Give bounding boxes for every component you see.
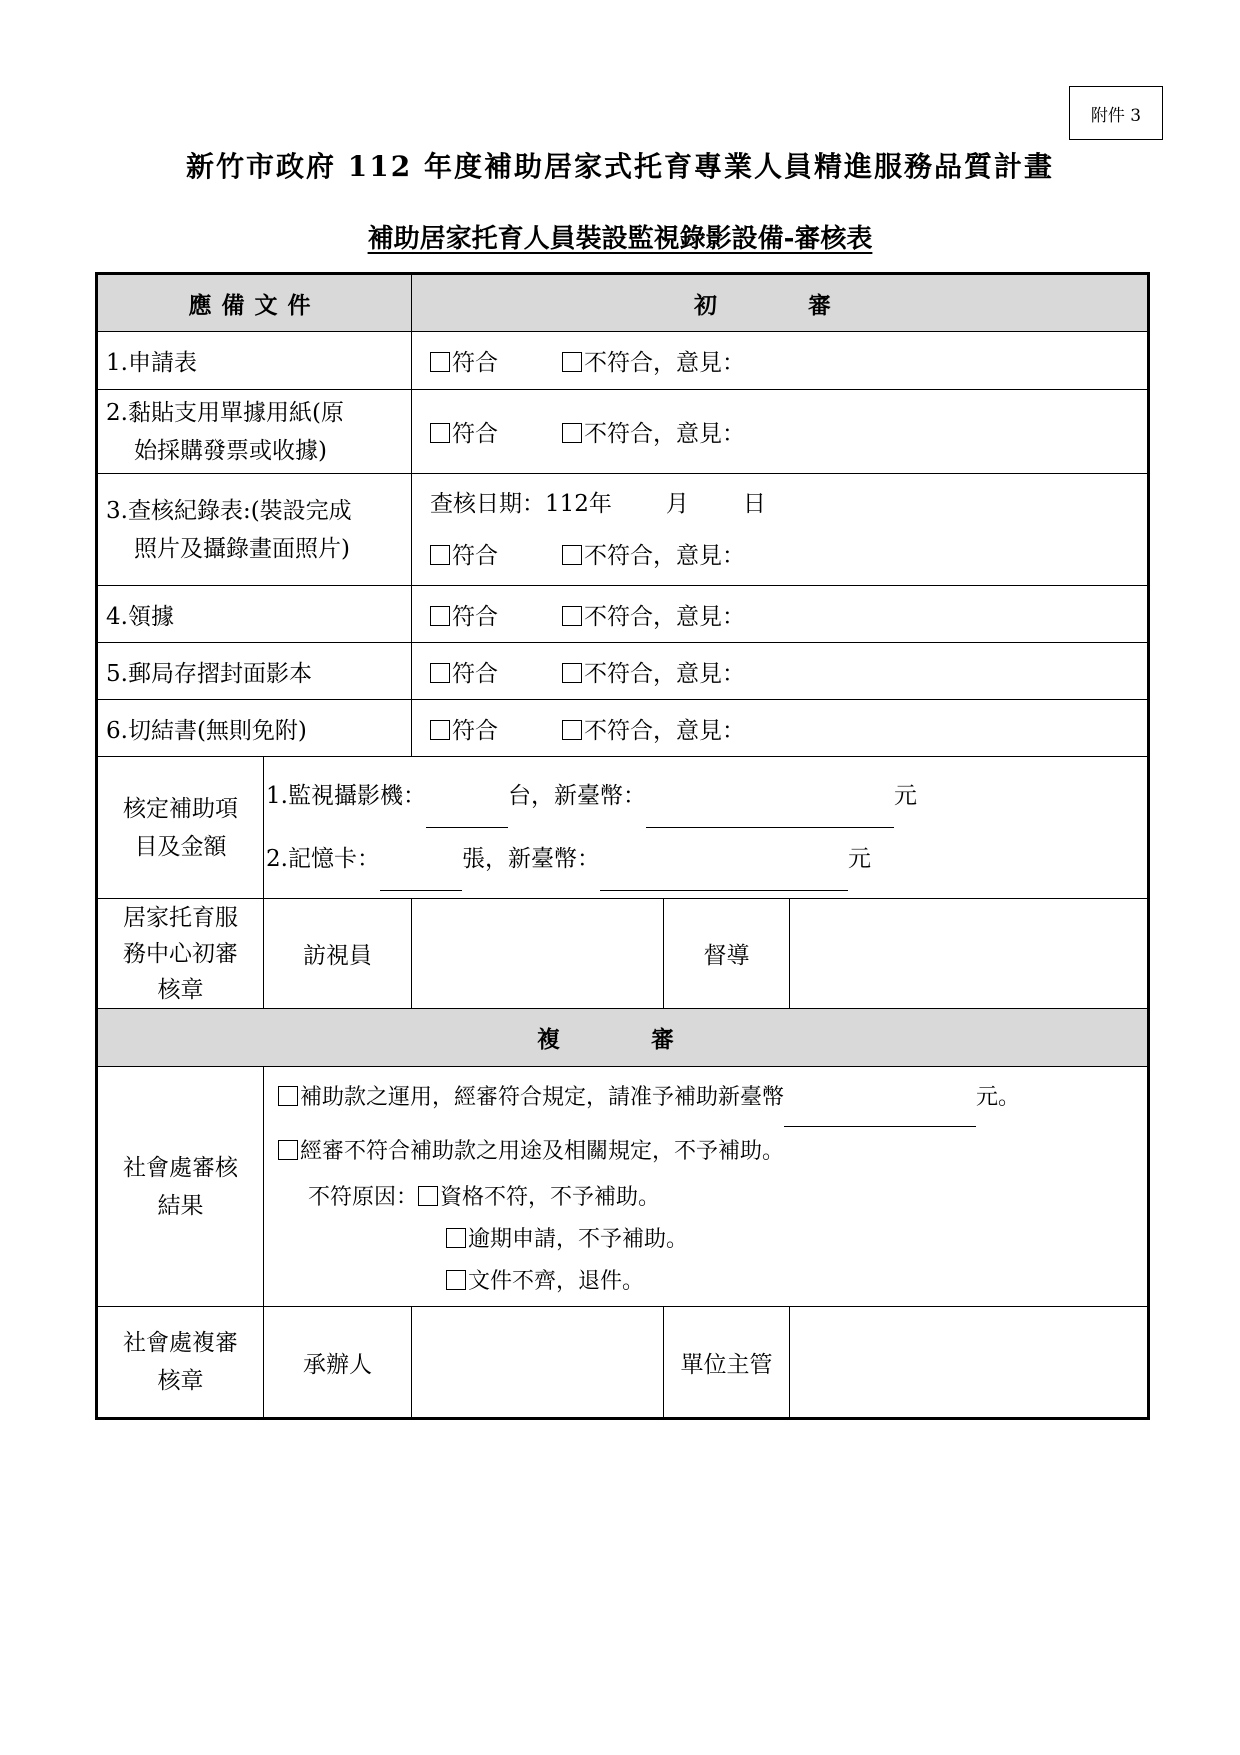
form-subtitle: 補助居家托育人員裝設監視錄影設備-審核表 <box>367 224 873 254</box>
camera-qty-field[interactable] <box>426 765 508 828</box>
label-line3: 核章 <box>157 976 204 1003</box>
approved-amount-label <box>97 757 264 899</box>
approve-option <box>278 1070 1147 1127</box>
review-header-row <box>97 1009 1149 1067</box>
reject-text: 經審不符合補助款之用途及相關規定，不予補助。 <box>300 1139 785 1164</box>
social-result-content <box>264 1067 1149 1307</box>
fail-checkbox[interactable] <box>562 352 582 372</box>
memory-amount-field[interactable] <box>600 828 848 891</box>
reason-checkbox[interactable] <box>446 1228 466 1248</box>
unit-head-stamp-area[interactable] <box>790 1307 1149 1419</box>
page-title: 新竹市政府 112 年度補助居家式托育專業人員精進服務品質計畫 <box>186 150 1054 183</box>
reason-text: 逾期申請，不予補助。 <box>468 1227 689 1252</box>
approve-text: 補助款之運用，經審符合規定，請准予補助新臺幣 <box>300 1085 785 1110</box>
camera-amount-field[interactable] <box>646 765 894 828</box>
social-result-label <box>97 1067 264 1307</box>
memory-qty-field[interactable] <box>380 828 462 891</box>
header-initial-review: 初 審 <box>412 274 1149 332</box>
fail-checkbox[interactable] <box>562 720 582 740</box>
supervisor-label: 督導 <box>664 899 790 1009</box>
reject-checkbox[interactable] <box>278 1140 298 1160</box>
approved-amount-items <box>264 757 1149 899</box>
camera-prefix: 1.監視攝影機： <box>266 782 426 809</box>
check-date-day: 日 <box>742 490 766 517</box>
social-stamp-row <box>97 1307 1149 1419</box>
check-date-prefix: 查核日期：112年 <box>430 490 612 517</box>
camera-suffix: 元 <box>893 782 917 809</box>
doc-label: 6.切結書(無則免附) <box>97 700 412 757</box>
label-line1: 社會處複審 <box>123 1330 238 1356</box>
label-line2: 務中心初審 <box>123 940 238 967</box>
reason-option-1 <box>278 1177 1147 1219</box>
doc-label: 1.申請表 <box>97 332 412 390</box>
check-date-line <box>430 478 1147 530</box>
reject-option <box>278 1127 1147 1177</box>
memory-suffix: 元 <box>847 845 871 872</box>
fail-checkbox[interactable] <box>562 545 582 565</box>
memory-prefix: 2.記憶卡： <box>266 845 380 872</box>
doc-label: 4.領據 <box>97 586 412 643</box>
approve-suffix: 元。 <box>976 1085 1021 1110</box>
fail-label: 不符合，意見： <box>584 660 745 687</box>
fail-checkbox[interactable] <box>562 663 582 683</box>
review-form-table <box>95 272 1150 1420</box>
reason-label: 不符原因： <box>308 1185 419 1210</box>
doc-label-line2: 照片及攝錄畫面照片) <box>134 535 350 562</box>
approve-amount-field[interactable] <box>784 1070 976 1127</box>
supervisor-stamp-area[interactable] <box>790 899 1149 1009</box>
label-line1: 社會處審核 <box>123 1154 238 1181</box>
attachment-label: 附件 3 <box>1069 86 1163 140</box>
label-line1: 核定補助項 <box>123 795 238 822</box>
doc-row-4 <box>97 586 1149 643</box>
approved-item-memory-card <box>266 828 1147 891</box>
doc-options <box>412 700 1149 757</box>
header-required-docs: 應備文件 <box>97 274 412 332</box>
visitor-label: 訪視員 <box>264 899 412 1009</box>
fail-label: 不符合，意見： <box>584 717 745 744</box>
header-secondary-review: 複 審 <box>97 1009 1149 1067</box>
reason-text: 資格不符，不予補助。 <box>440 1185 661 1210</box>
pass-label: 符合 <box>452 660 498 687</box>
reason-option-3 <box>278 1261 1147 1303</box>
doc-row-3 <box>97 474 1149 586</box>
center-stamp-row <box>97 899 1149 1009</box>
fail-checkbox[interactable] <box>562 423 582 443</box>
pass-label: 符合 <box>452 421 498 447</box>
approve-checkbox[interactable] <box>278 1086 298 1106</box>
fail-label: 不符合，意見： <box>584 542 745 569</box>
pass-label: 符合 <box>452 717 498 744</box>
fail-label: 不符合，意見： <box>584 350 745 376</box>
fail-checkbox[interactable] <box>562 606 582 626</box>
reason-option-2 <box>278 1219 1147 1261</box>
doc-label <box>97 390 412 474</box>
handler-stamp-area[interactable] <box>412 1307 664 1419</box>
check-date-month: 月 <box>665 490 689 517</box>
doc-row-6 <box>97 700 1149 757</box>
pass-checkbox[interactable] <box>430 545 450 565</box>
doc-options <box>412 586 1149 643</box>
doc-label-line2: 始採購發票或收據) <box>134 437 327 464</box>
pass-label: 符合 <box>452 542 498 569</box>
approved-item-camera <box>266 765 1147 828</box>
pass-checkbox[interactable] <box>430 720 450 740</box>
label-line2: 目及金額 <box>134 833 227 860</box>
doc-options <box>412 332 1149 390</box>
unit-head-label: 單位主管 <box>664 1307 790 1419</box>
fail-label: 不符合，意見： <box>584 421 745 447</box>
approved-amount-row <box>97 757 1149 899</box>
camera-unit: 台，新臺幣： <box>507 782 646 809</box>
pass-checkbox[interactable] <box>430 606 450 626</box>
doc-label-line1: 3.查核紀錄表:(裝設完成 <box>106 497 352 524</box>
pass-checkbox[interactable] <box>430 423 450 443</box>
doc-label-line1: 2.黏貼支用單據用紙(原 <box>106 399 344 426</box>
reason-checkbox[interactable] <box>446 1270 466 1290</box>
memory-unit: 張，新臺幣： <box>461 845 600 872</box>
doc-label: 5.郵局存摺封面影本 <box>97 643 412 700</box>
social-result-row <box>97 1067 1149 1307</box>
doc-options <box>412 474 1149 586</box>
label-line2: 結果 <box>157 1192 204 1219</box>
visitor-stamp-area[interactable] <box>412 899 664 1009</box>
pass-label: 符合 <box>452 350 498 376</box>
social-stamp-label <box>97 1307 264 1419</box>
label-line2: 核章 <box>157 1368 204 1394</box>
doc-label <box>97 474 412 586</box>
doc-row-2 <box>97 390 1149 474</box>
pass-checkbox[interactable] <box>430 352 450 372</box>
header-row <box>97 274 1149 332</box>
label-line1: 居家托育服 <box>123 904 238 931</box>
doc-row-5 <box>97 643 1149 700</box>
doc-options <box>412 643 1149 700</box>
reason-checkbox[interactable] <box>418 1186 438 1206</box>
pass-label: 符合 <box>452 603 498 630</box>
handler-label: 承辦人 <box>264 1307 412 1419</box>
doc-options <box>412 390 1149 474</box>
fail-label: 不符合，意見： <box>584 603 745 630</box>
doc-row-1 <box>97 332 1149 390</box>
reason-text: 文件不齊，退件。 <box>468 1269 645 1294</box>
pass-checkbox[interactable] <box>430 663 450 683</box>
center-stamp-label <box>97 899 264 1009</box>
